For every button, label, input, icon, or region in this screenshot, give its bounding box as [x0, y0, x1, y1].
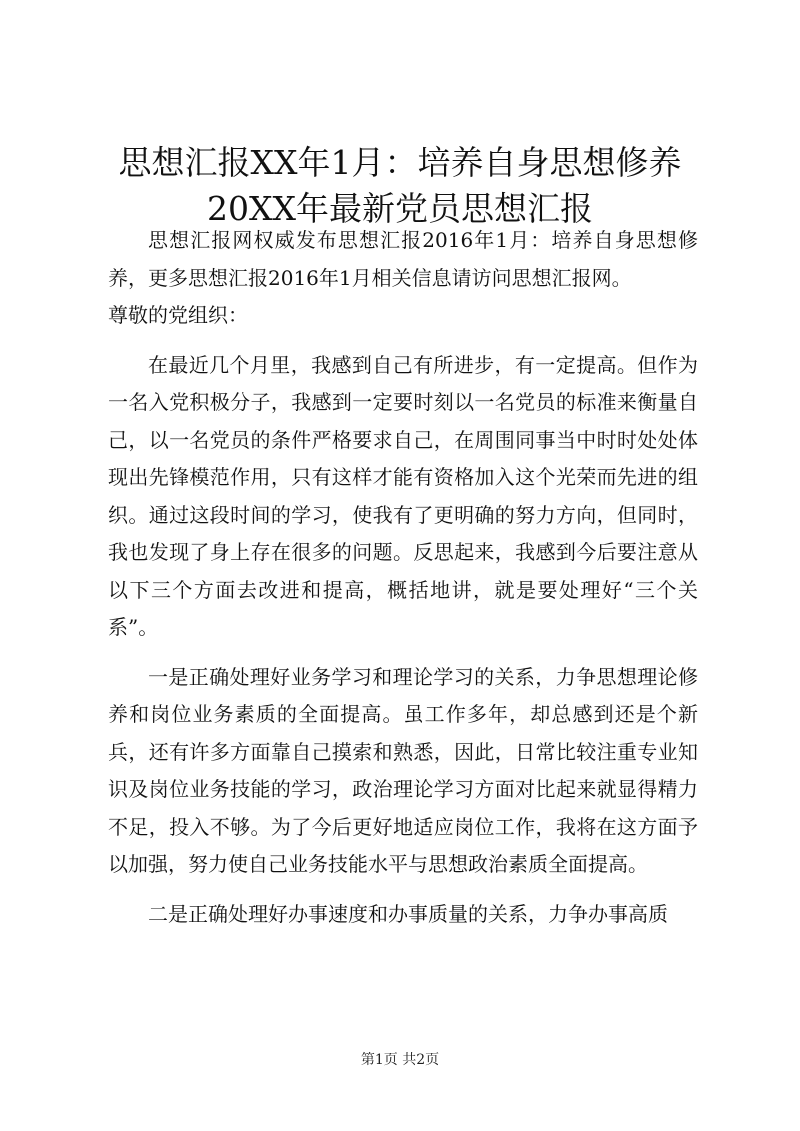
intro-paragraph: 思想汇报网权威发布思想汇报2016年1月：培养自身思想修养，更多思想汇报2016年1月相关信息请访问思想汇报网。 — [108, 228, 698, 290]
document-title: 思想汇报XX年1月：培养自身思想修养20XX年最新党员思想汇报 — [118, 143, 682, 228]
body-paragraph-1: 在最近几个月里，我感到自己有所进步，有一定提高。但作为一名入党积极分子，我感到一定要时刻以一名党员的标准来衡量自己，以一名党员的条件严格要求自己，在周围同事当中时时处处体现出先锋模范作用，只有这样才能有资格加入这个光荣而先进的组织。通过这段时间的学习，使我有了更明确的努力方向，但同时，我也发现了身上存在很多的问题。反思起来，我感到今后要注意从以下三个方面去改进和提高，概括地讲，就是要处理好“三个关系”。 — [108, 352, 698, 639]
page-footer: 第1页 共2页 — [360, 1052, 440, 1068]
body-paragraph-3: 二是正确处理好办事速度和办事质量的关系，力争办事高质 — [148, 901, 668, 926]
document-body — [108, 222, 698, 933]
body-paragraph-2: 一是正确处理好业务学习和理论学习的关系，力争思想理论修养和岗位业务素质的全面提高。虽工作多年，却总感到还是个新兵，还有许多方面靠自己摸索和熟悉，因此，日常比较注重专业知识及岗位业务技能的学习，政治理论学习方面对比起来就显得精力不足，投入不够。为了今后更好地适应岗位工作，我将在这方面予以加强，努力使自己业务技能水平与思想政治素质全面提高。 — [108, 664, 698, 876]
salutation: 尊敬的党组织： — [108, 303, 248, 327]
